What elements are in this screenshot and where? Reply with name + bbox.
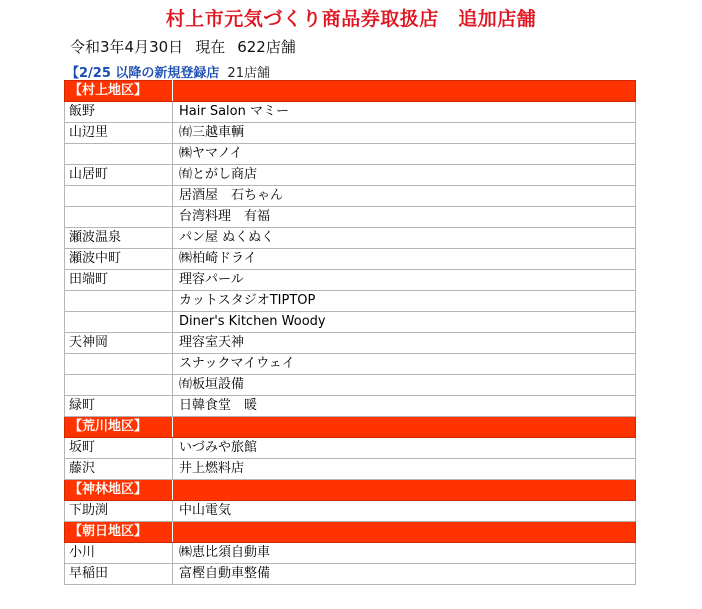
shop-list-body	[65, 81, 636, 585]
region-blank-cell	[173, 417, 636, 438]
area-cell: 早稲田	[65, 564, 173, 585]
region-blank-cell	[173, 522, 636, 543]
shop-name-cell: ㈱恵比須自動車	[173, 543, 636, 564]
area-cell: 坂町	[65, 438, 173, 459]
area-cell: 田端町	[65, 270, 173, 291]
shop-name-cell: ㈲三越車輌	[173, 123, 636, 144]
area-cell	[65, 312, 173, 333]
area-cell: 山辺里	[65, 123, 173, 144]
shop-name-cell: Hair Salon マミー	[173, 102, 636, 123]
region-header-row	[65, 480, 636, 501]
new-registration-count: 21店舗	[227, 66, 270, 81]
shop-name-cell: いづみや旅館	[173, 438, 636, 459]
table-row	[65, 249, 636, 270]
shop-name-cell: カットスタジオTIPTOP	[173, 291, 636, 312]
shop-name-cell: 台湾料理 有福	[173, 207, 636, 228]
table-row	[65, 228, 636, 249]
shop-name-cell: ㈱柏崎ドライ	[173, 249, 636, 270]
region-blank-cell	[173, 81, 636, 102]
area-cell: 緑町	[65, 396, 173, 417]
table-row	[65, 186, 636, 207]
shop-name-cell: 日韓食堂 暖	[173, 396, 636, 417]
table-row	[65, 438, 636, 459]
shop-name-cell: ㈲とがし商店	[173, 165, 636, 186]
table-row	[65, 312, 636, 333]
shop-list-table	[64, 80, 636, 585]
table-row	[65, 165, 636, 186]
new-registration-label: 【2/25 以降の新規登録店	[66, 66, 220, 81]
region-name: 【村上地区】	[65, 81, 173, 102]
area-cell: 藤沢	[65, 459, 173, 480]
area-cell: 小川	[65, 543, 173, 564]
region-blank-cell	[173, 480, 636, 501]
new-registration-note	[66, 62, 270, 81]
shop-name-cell: パン屋 ぬくぬく	[173, 228, 636, 249]
table-row	[65, 459, 636, 480]
area-cell	[65, 354, 173, 375]
area-cell	[65, 144, 173, 165]
table-row	[65, 543, 636, 564]
region-name: 【朝日地区】	[65, 522, 173, 543]
shop-name-cell: 理容パール	[173, 270, 636, 291]
table-row	[65, 396, 636, 417]
table-row	[65, 123, 636, 144]
region-name: 【荒川地区】	[65, 417, 173, 438]
shop-name-cell: 居酒屋 石ちゃん	[173, 186, 636, 207]
shop-name-cell: 中山電気	[173, 501, 636, 522]
area-cell	[65, 375, 173, 396]
as-of-line	[70, 36, 308, 57]
region-header-row	[65, 417, 636, 438]
table-row	[65, 270, 636, 291]
as-of-date: 令和3年4月30日	[70, 38, 184, 56]
area-cell: 瀬波中町	[65, 249, 173, 270]
shop-name-cell: スナックマイウェイ	[173, 354, 636, 375]
area-cell	[65, 207, 173, 228]
table-row	[65, 207, 636, 228]
table-row	[65, 564, 636, 585]
table-row	[65, 501, 636, 522]
as-of-status: 現在	[195, 38, 226, 56]
shop-name-cell: 理容室天神	[173, 333, 636, 354]
shop-name-cell: Diner's Kitchen Woody	[173, 312, 636, 333]
table-row	[65, 333, 636, 354]
area-cell: 瀬波温泉	[65, 228, 173, 249]
table-row	[65, 291, 636, 312]
shop-name-cell: 井上燃料店	[173, 459, 636, 480]
shop-name-cell: ㈲板垣設備	[173, 375, 636, 396]
table-row	[65, 354, 636, 375]
area-cell: 山居町	[65, 165, 173, 186]
table-row	[65, 375, 636, 396]
area-cell: 天神岡	[65, 333, 173, 354]
area-cell: 飯野	[65, 102, 173, 123]
shop-name-cell: ㈱ヤマノイ	[173, 144, 636, 165]
area-cell: 下助渕	[65, 501, 173, 522]
region-name: 【神林地区】	[65, 480, 173, 501]
table-row	[65, 144, 636, 165]
total-shops: 622店舗	[237, 38, 296, 56]
shop-name-cell: 富樫自動車整備	[173, 564, 636, 585]
area-cell	[65, 291, 173, 312]
page-title: 村上市元気づくり商品券取扱店 追加店舗	[165, 8, 537, 30]
region-header-row	[65, 81, 636, 102]
area-cell	[65, 186, 173, 207]
table-row	[65, 102, 636, 123]
region-header-row	[65, 522, 636, 543]
